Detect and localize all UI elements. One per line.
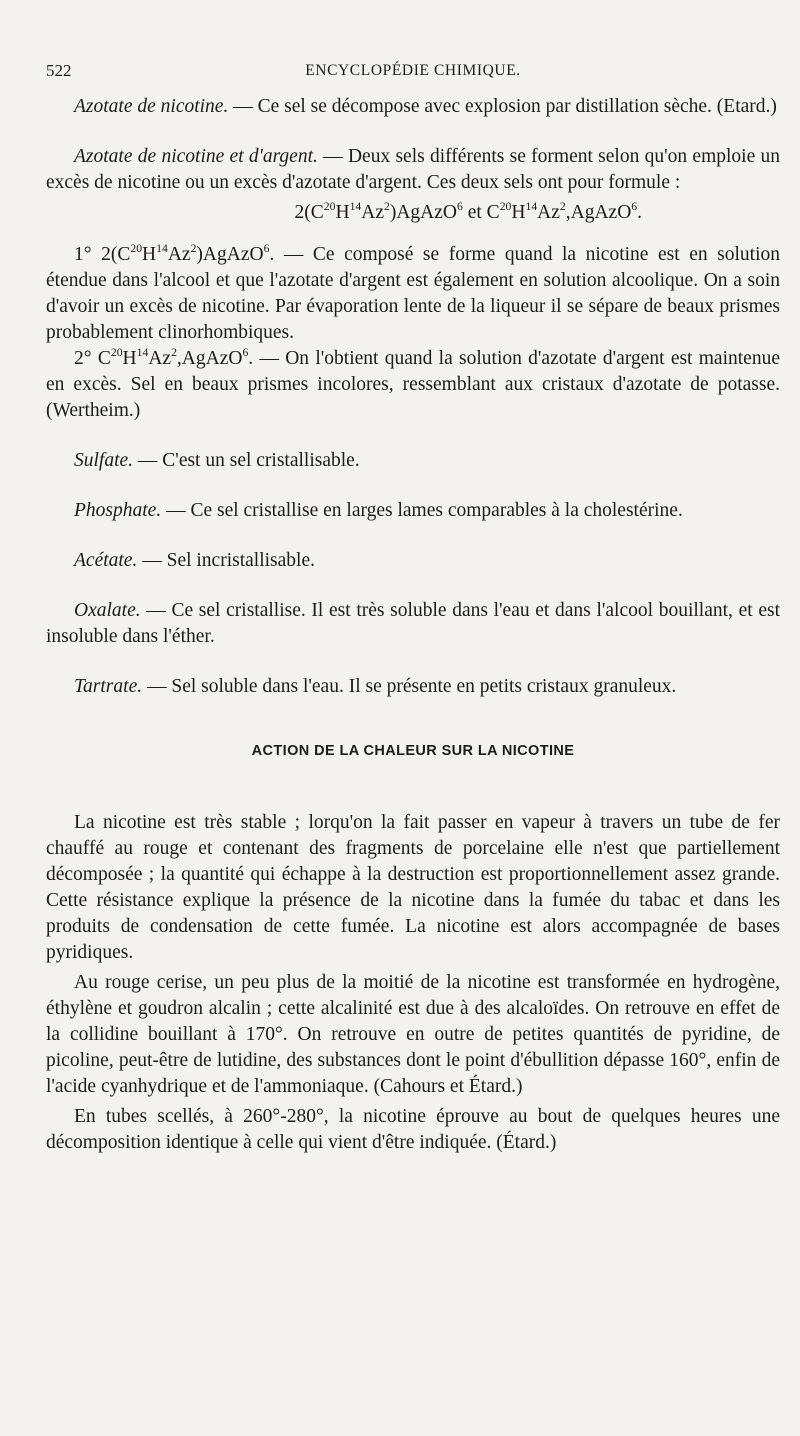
entry-text: . — On l'obtient quand la solution d'azotate d'argent est maintenue en excès. Sel en beaux prismes incolores, ressemblant aux cristaux d'azotate de potasse. (Wertheim.) — [46, 348, 780, 421]
entry-lead: Sulfate. — [74, 450, 134, 471]
entry-lead: Phosphate. — [74, 500, 162, 521]
entry-acetate — [46, 548, 780, 574]
entry-text: — Ce sel cristallise. Il est très soluble dans l'eau et dans l'alcool bouillant, et est insoluble dans l'éther. — [46, 600, 780, 647]
entry-lead: Azotate de nicotine et d'argent. — [74, 146, 318, 167]
entry-oxalate — [46, 598, 780, 650]
entry-item-2: 2° $C^{20}H^{14}Az^2,AgAzO^6$. — On l'obtient quand la solution d'azotate d'argent est maintenue en excès. Sel en beaux prismes incolores, ressemblant aux cristaux d'azotate de potasse. (Wertheim.) — [46, 345, 780, 421]
entry-item-1: 1° $2(C^{20}H^{14}Az^2)AgAzO^6$. — Ce composé se forme quand la nicotine est en solution étendue dans l'alcool et que l'azotate d'argent est également en solution alcoolique. On a soin d'avoir un excès de nicotine. Par évaporation lente de la liqueur il se sépare de beaux prismes probablement clinorhombiques. — [46, 241, 780, 343]
running-head — [46, 58, 780, 86]
section-paragraph-2: Au rouge cerise, un peu plus de la moitié de la nicotine est transformée en hydrogène, éthylène et goudron alcalin ; cette alcalinité est due à des alcaloïdes. On retrouve en effet de la collidine bouillant à 170°. On retrouve en outre de petites quantités de pyridine, de picoline, peut-être de lutidine, des substances dont le point d'ébullition dépasse 160°, enfin de l'acide cyanhydrique et de l'ammoniaque. (Cahours et Étard.) — [46, 972, 780, 1097]
entry-text: — Ce sel se décompose avec explosion par distillation sèche. (Etard.) — [228, 96, 777, 117]
entry-azotate — [46, 94, 780, 120]
formula-line: $2(C^{20}H^{14}Az^2)AgAzO^6$ et $C^{20}H^{14}Az^2,AgAzO^6$. — [294, 199, 642, 223]
header-title: ENCYCLOPÉDIE CHIMIQUE. — [305, 62, 521, 79]
entry-tartrate — [46, 674, 780, 700]
entry-text: — C'est un sel cristallisable. — [133, 450, 360, 471]
entry-lead: Oxalate. — [74, 600, 141, 621]
entry-lead: Tartrate. — [74, 676, 143, 697]
page-number: 522 — [46, 61, 72, 80]
entry-text: . — Ce composé se forme quand la nicotine est en solution étendue dans l'alcool et que l'azotate d'argent est également en solution alcoolique. On a soin d'avoir un excès de nicotine. Par évaporation lente de la liqueur il se sépare de beaux prismes probablement clinorhombiques. — [46, 244, 780, 343]
entry-text: — Sel soluble dans l'eau. Il se présente en petits cristaux granuleux. — [142, 676, 677, 697]
entry-lead: Azotate de nicotine. — [74, 96, 229, 117]
entry-text: — Deux sels différents se forment selon qu'on emploie un excès de nicotine ou un excès d'azotate d'argent. Ces deux sels ont pour formule : — [46, 146, 781, 193]
entry-phosphate — [46, 498, 780, 524]
page — [46, 58, 780, 1156]
section-heading: ACTION DE LA CHALEUR SUR LA NICOTINE — [251, 743, 575, 759]
entry-azotate-argent — [46, 144, 780, 196]
entry-text: — Sel incristallisable. — [137, 550, 315, 571]
entry-text: — Ce sel cristallise en larges lames comparables à la cholestérine. — [161, 500, 683, 521]
section-paragraph-3: En tubes scellés, à 260°-280°, la nicotine éprouve au bout de quelques heures une décomposition identique à celle qui vient d'être indiquée. (Étard.) — [46, 1106, 780, 1153]
entry-sulfate — [46, 448, 780, 474]
section-paragraph-1: La nicotine est très stable ; lorqu'on la fait passer en vapeur à travers un tube de fer chauffé au rouge et contenant des fragments de porcelaine elle n'est que partiellement décomposée ; la quantité qui échappe à la destruction est proportionnellement assez grande. Cette résistance explique la présence de la nicotine dans la fumée du tabac et dans les produits de condensation de cette fumée. La nicotine est alors accompagnée de bases pyridiques. — [46, 812, 780, 963]
entry-lead: Acétate. — [74, 550, 138, 571]
